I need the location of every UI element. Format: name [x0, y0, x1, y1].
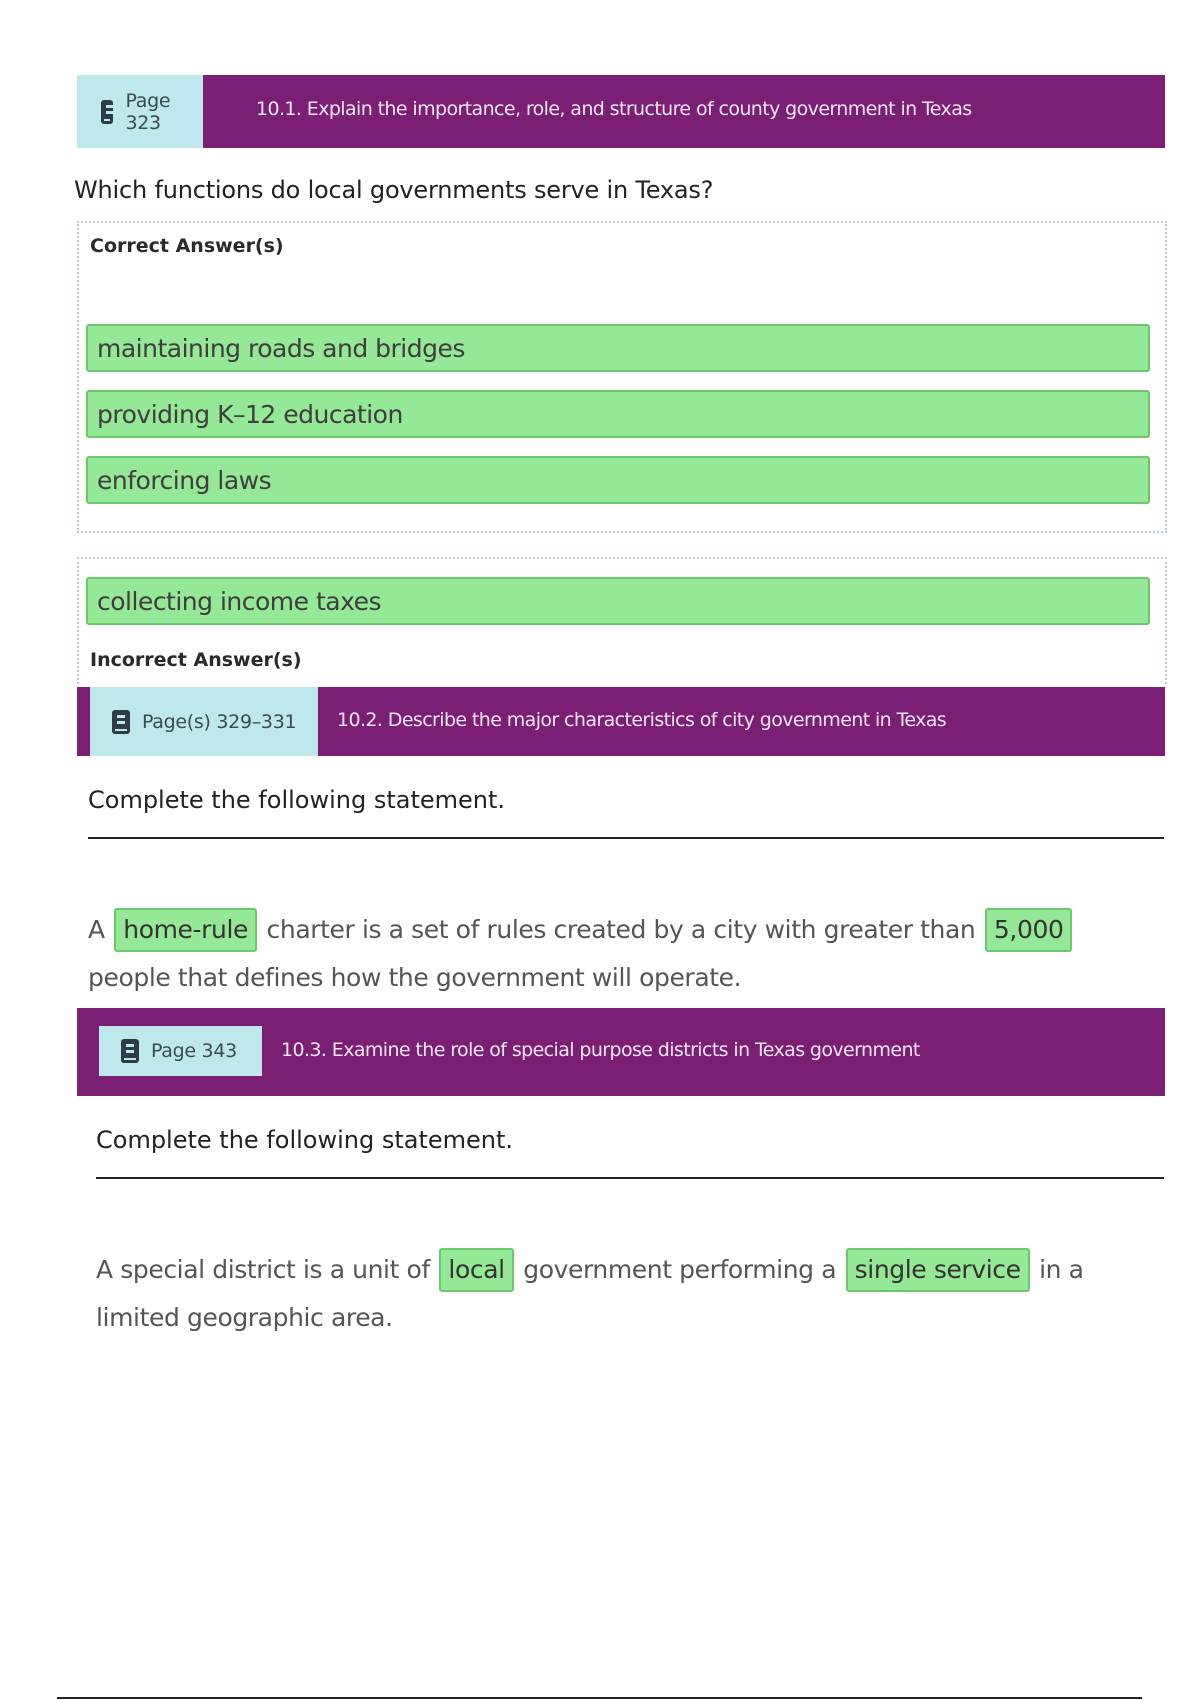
filled-blank[interactable]: local: [439, 1248, 513, 1292]
fill-in-statement-3: [96, 1246, 1126, 1342]
objective-banner-3: [77, 1008, 1165, 1096]
book-icon: [101, 100, 113, 124]
objective-banner-1: [77, 75, 1165, 148]
statement-text: A special district is a unit of: [96, 1255, 430, 1284]
page-ref-2: Page(s) 329–331: [142, 710, 297, 733]
objective-text-1: 10.1. Explain the importance, role, and structure of county government in Texas: [256, 98, 972, 120]
statement-text: people that defines how the government will operate.: [88, 963, 742, 992]
answer-option[interactable]: collecting income taxes: [86, 577, 1150, 625]
filled-blank[interactable]: 5,000: [985, 908, 1073, 952]
statement-heading-3: Complete the following statement.: [96, 1126, 514, 1154]
incorrect-answers-label: Incorrect Answer(s): [90, 649, 302, 671]
statement-text: charter is a set of rules created by a city with greater than: [266, 915, 976, 944]
page-ref-1: Page 323: [125, 89, 171, 134]
objective-text-3: 10.3. Examine the role of special purpose districts in Texas government: [281, 1039, 920, 1061]
page-ref-tag-2[interactable]: [90, 687, 318, 756]
question-text: Which functions do local governments serve in Texas?: [74, 176, 714, 204]
filled-blank[interactable]: single service: [846, 1248, 1030, 1292]
page-ref-3: Page 343: [151, 1040, 237, 1062]
correct-answers-label: Correct Answer(s): [90, 235, 284, 257]
filled-blank[interactable]: home-rule: [114, 908, 257, 952]
statement-text: in a limited geographic area.: [96, 1255, 1084, 1332]
fill-in-statement-2: [88, 906, 1148, 1002]
page-ref-tag-3[interactable]: [99, 1026, 262, 1076]
statement-text: government performing a: [523, 1255, 837, 1284]
answer-option[interactable]: maintaining roads and bridges: [86, 324, 1150, 372]
objective-banner-2: [77, 687, 1165, 756]
answer-option[interactable]: enforcing laws: [86, 456, 1150, 504]
book-icon: [121, 1039, 139, 1063]
book-icon: [112, 710, 130, 734]
page-bottom-rule: [57, 1697, 1142, 1699]
divider: [88, 837, 1164, 839]
divider: [96, 1177, 1164, 1179]
statement-text: A: [88, 915, 105, 944]
statement-heading-2: Complete the following statement.: [88, 786, 506, 814]
answer-option[interactable]: providing K–12 education: [86, 390, 1150, 438]
objective-text-2: 10.2. Describe the major characteristics of city government in Texas: [337, 709, 947, 731]
page-ref-tag-1[interactable]: [77, 75, 203, 148]
